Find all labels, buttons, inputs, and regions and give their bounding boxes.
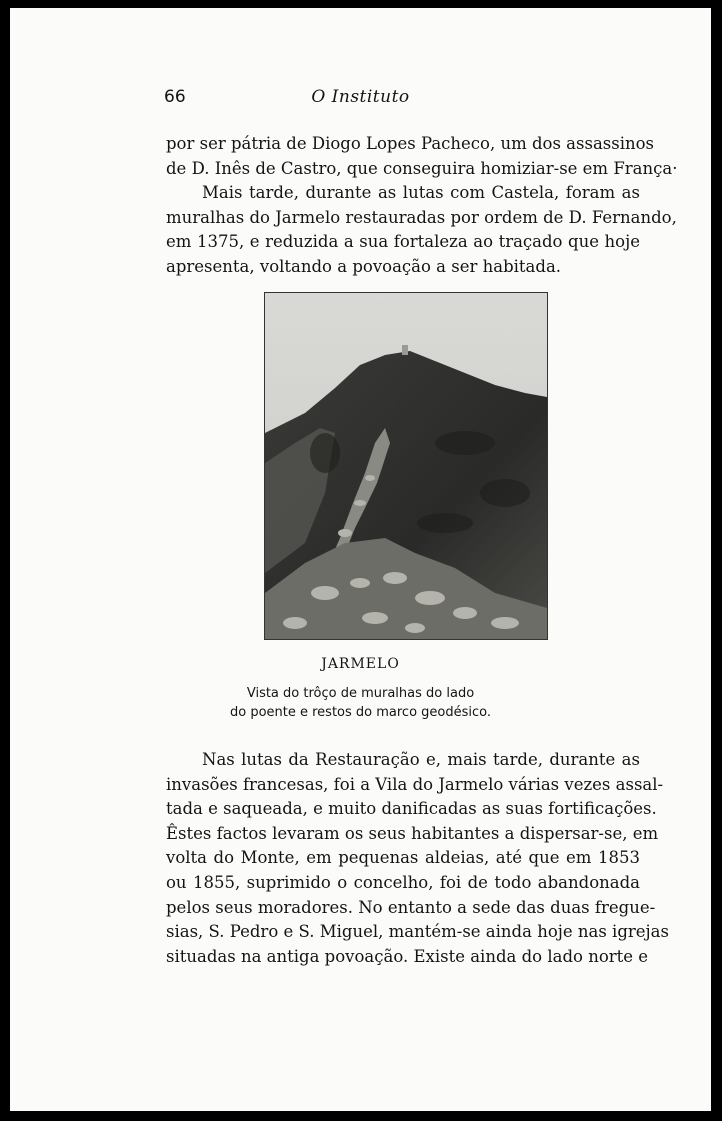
paragraph-1 bbox=[166, 132, 678, 280]
text-line: pelos seus moradores. No entanto a sede das duas fregue- bbox=[166, 897, 656, 917]
text-line: situadas na antiga povoação. Existe ainda do lado norte e bbox=[166, 946, 649, 966]
figure-title: JARMELO bbox=[321, 656, 400, 672]
text-line: muralhas do Jarmelo restauradas por ordem de D. Fernando, bbox=[166, 207, 677, 227]
text-line: por ser pátria de Diogo Lopes Pacheco, um dos assassinos bbox=[166, 134, 655, 153]
text-line: ou 1855, suprimido o concelho, foi de todo abandonada bbox=[166, 872, 640, 892]
caption-line: do poente e restos do marco geodésico. bbox=[229, 705, 492, 720]
text-line: Êstes factos levaram os seus habitantes a dispersar-se, em bbox=[166, 823, 659, 843]
figure-caption bbox=[10, 684, 711, 722]
book-page bbox=[10, 8, 711, 1111]
text-line: apresenta, voltando a povoação a ser habitada. bbox=[166, 256, 562, 276]
running-head bbox=[10, 87, 711, 111]
text-line: de D. Inês de Castro, que conseguira homiziar-se em França· bbox=[166, 158, 678, 178]
text-line: sias, S. Pedro e S. Miguel, mantém-se ainda hoje nas igrejas bbox=[166, 922, 669, 942]
paragraph-2 bbox=[166, 748, 669, 969]
text-line: invasões francesas, foi a Vila do Jarmelo várias vezes assal- bbox=[166, 774, 664, 794]
text-line: tada e saqueada, e muito danificadas as suas fortificações. bbox=[166, 799, 657, 819]
text-line: Mais tarde, durante as lutas com Castela, foram as bbox=[202, 183, 640, 203]
page-number: 66 bbox=[164, 87, 186, 107]
caption-line: Vista do trôço de muralhas do lado bbox=[246, 686, 475, 701]
text-line: em 1375, e reduzida a sua fortaleza ao traçado que hoje bbox=[166, 232, 640, 252]
text-line: Nas lutas da Restauração e, mais tarde, durante as bbox=[202, 750, 640, 769]
text-line: volta do Monte, em pequenas aldeias, até que em 1853 bbox=[166, 848, 640, 868]
jarmelo-wall-photograph bbox=[264, 292, 548, 640]
journal-title: O Instituto bbox=[311, 87, 410, 107]
